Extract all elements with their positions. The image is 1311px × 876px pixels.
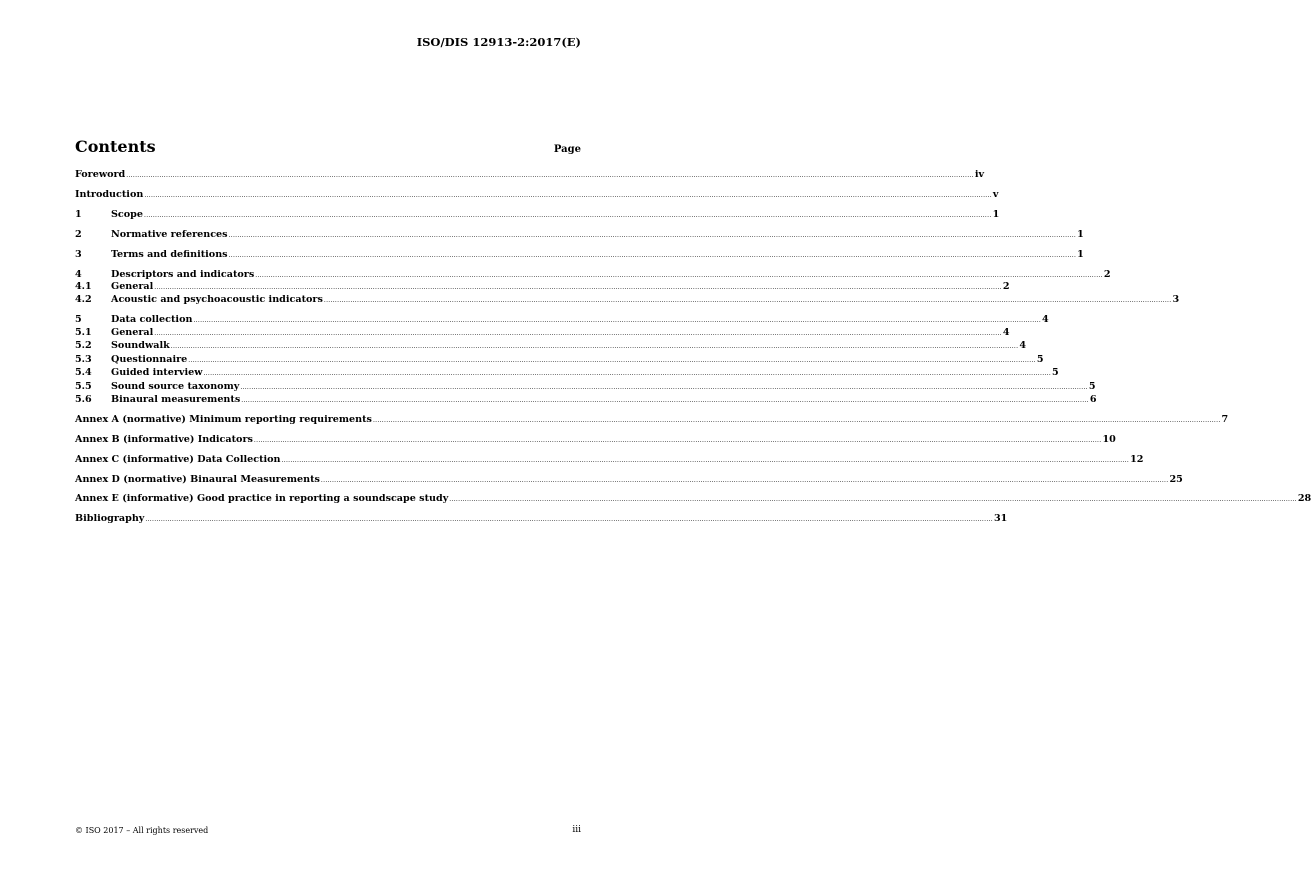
dot-leader: ................................................................................................................................................................................................................................................................................................................................................................................................ xyxy=(320,477,1169,484)
contents-title: Contents xyxy=(75,137,156,156)
dot-leader: ................................................................................................................................................................................................................................................................................................................................................................................................ xyxy=(126,172,974,179)
toc-entry-page: 4 xyxy=(1042,314,1049,325)
dot-leader: ................................................................................................................................................................................................................................................................................................................................................................................................ xyxy=(372,417,1221,424)
dot-leader: ................................................................................................................................................................................................................................................................................................................................................................................................ xyxy=(154,330,1002,337)
toc-entry-label: Annex B (informative) Indicators xyxy=(75,434,253,445)
toc-entry-annex-e[interactable] xyxy=(75,493,1311,505)
dot-leader: ................................................................................................................................................................................................................................................................................................................................................................................................ xyxy=(228,232,1077,239)
dot-leader: ................................................................................................................................................................................................................................................................................................................................................................................................ xyxy=(145,516,993,523)
toc-entry-page: 10 xyxy=(1102,434,1116,445)
toc-entry-label: Annex D (normative) Binaural Measurements xyxy=(75,474,320,485)
toc-entry-introduction[interactable] xyxy=(75,189,999,201)
toc-entry-page: 28 xyxy=(1297,493,1311,504)
toc-entry-label: Normative references xyxy=(111,229,228,240)
toc-entry-label: Foreword xyxy=(75,169,126,180)
toc-entry-page: 5 xyxy=(1088,381,1096,392)
toc-entry-5-2-soundwalk[interactable] xyxy=(75,340,1027,352)
toc-entry-page: 4 xyxy=(1002,327,1010,338)
toc-entry-page: 6 xyxy=(1089,394,1097,405)
toc-entry-page: 5 xyxy=(1052,367,1059,378)
toc-entry-label: Descriptors and indicators xyxy=(111,269,255,280)
toc-entry-number: 1 xyxy=(75,209,82,220)
toc-entry-label: Annex E (informative) Good practice in reporting a soundscape study xyxy=(75,493,449,504)
toc-entry-page: 1 xyxy=(1077,229,1084,240)
toc-entry-terms-and-definitions[interactable] xyxy=(75,249,1084,261)
toc-entry-number: 4.1 xyxy=(75,281,92,292)
toc-entry-4-2-acoustic-indicators[interactable] xyxy=(75,294,1180,306)
toc-entry-5-3-questionnaire[interactable] xyxy=(75,354,1044,366)
toc-entry-page: 1 xyxy=(992,209,1000,220)
toc-entry-page: 4 xyxy=(1019,340,1027,351)
page-number: iii xyxy=(572,825,581,835)
toc-entry-number: 2 xyxy=(75,229,82,240)
toc-entry-label: Sound source taxonomy xyxy=(111,381,240,392)
toc-entry-label: Scope xyxy=(111,209,143,220)
dot-leader: ................................................................................................................................................................................................................................................................................................................................................................................................ xyxy=(203,370,1052,377)
toc-entry-number: 4 xyxy=(75,269,82,280)
toc-entry-number: 4.2 xyxy=(75,294,92,305)
toc-entry-number: 5.6 xyxy=(75,394,92,405)
toc-entry-label: Binaural measurements xyxy=(111,394,241,405)
toc-entry-bibliography[interactable] xyxy=(75,513,1008,525)
toc-entry-page: v xyxy=(992,189,999,200)
toc-entry-number: 5.3 xyxy=(75,354,92,365)
toc-entry-page: iv xyxy=(974,169,985,180)
toc-entry-descriptors-and-indicators[interactable] xyxy=(75,269,1111,281)
page-column-label: Page xyxy=(553,144,581,155)
toc-entry-label: Data collection xyxy=(111,314,193,325)
toc-entry-label: Bibliography xyxy=(75,513,145,524)
toc-entry-label: Annex A (normative) Minimum reporting requirements xyxy=(75,414,372,425)
dot-leader: ................................................................................................................................................................................................................................................................................................................................................................................................ xyxy=(193,317,1042,324)
copyright-notice: © ISO 2017 – All rights reserved xyxy=(75,826,209,835)
contents-header xyxy=(75,137,581,156)
toc-entry-page: 1 xyxy=(1077,249,1084,260)
toc-entry-label: General xyxy=(111,327,154,338)
toc-entry-number: 3 xyxy=(75,249,82,260)
toc-entry-label: Acoustic and psychoacoustic indicators xyxy=(111,294,323,305)
toc-entry-scope[interactable] xyxy=(75,209,1000,221)
toc-entry-label: Terms and definitions xyxy=(111,249,228,260)
toc-entry-number: 5.1 xyxy=(75,327,92,338)
dot-leader: ................................................................................................................................................................................................................................................................................................................................................................................................ xyxy=(188,357,1036,364)
toc-entry-label: Guided interview xyxy=(111,367,203,378)
toc-entry-5-4-guided-interview[interactable] xyxy=(75,367,1059,379)
dot-leader: ................................................................................................................................................................................................................................................................................................................................................................................................ xyxy=(241,397,1089,404)
toc-entry-foreword[interactable] xyxy=(75,169,985,181)
toc-entry-data-collection[interactable] xyxy=(75,314,1049,326)
toc-entry-page: 7 xyxy=(1221,414,1229,425)
toc-entry-page: 12 xyxy=(1130,454,1144,465)
toc-entry-annex-c[interactable] xyxy=(75,454,1144,466)
toc-entry-number: 5.4 xyxy=(75,367,92,378)
toc-entry-annex-b[interactable] xyxy=(75,434,1116,446)
toc-entry-number: 5 xyxy=(75,314,82,325)
dot-leader: ................................................................................................................................................................................................................................................................................................................................................................................................ xyxy=(143,212,992,219)
toc-entry-label: Soundwalk xyxy=(111,340,170,351)
dot-leader: ................................................................................................................................................................................................................................................................................................................................................................................................ xyxy=(240,384,1088,391)
toc-entry-5-6-binaural-measurements[interactable] xyxy=(75,394,1097,406)
dot-leader: ................................................................................................................................................................................................................................................................................................................................................................................................ xyxy=(154,284,1002,291)
dot-leader: ................................................................................................................................................................................................................................................................................................................................................................................................ xyxy=(253,437,1102,444)
toc-entry-number: 5.5 xyxy=(75,381,92,392)
toc-entry-page: 25 xyxy=(1169,474,1183,485)
toc-entry-4-1-general[interactable] xyxy=(75,281,1010,293)
dot-leader: ................................................................................................................................................................................................................................................................................................................................................................................................ xyxy=(144,192,992,199)
toc-entry-label: Questionnaire xyxy=(111,354,188,365)
dot-leader: ................................................................................................................................................................................................................................................................................................................................................................................................ xyxy=(170,343,1019,350)
toc-entry-page: 31 xyxy=(993,513,1008,524)
dot-leader: ................................................................................................................................................................................................................................................................................................................................................................................................ xyxy=(255,272,1103,279)
toc-entry-page: 3 xyxy=(1172,294,1180,305)
dot-leader: ................................................................................................................................................................................................................................................................................................................................................................................................ xyxy=(323,297,1172,304)
document-id: ISO/DIS 12913-2:2017(E) xyxy=(416,35,581,49)
toc-entry-label: Introduction xyxy=(75,189,144,200)
toc-entry-normative-references[interactable] xyxy=(75,229,1084,241)
toc-entry-5-1-general[interactable] xyxy=(75,327,1010,339)
toc-entry-page: 2 xyxy=(1002,281,1010,292)
dot-leader: ................................................................................................................................................................................................................................................................................................................................................................................................ xyxy=(228,252,1077,259)
toc-entry-annex-d[interactable] xyxy=(75,474,1183,486)
toc-entry-page: 2 xyxy=(1103,269,1111,280)
dot-leader: ................................................................................................................................................................................................................................................................................................................................................................................................ xyxy=(449,496,1297,503)
toc-entry-5-5-sound-source-taxonomy[interactable] xyxy=(75,381,1096,393)
toc-entry-annex-a[interactable] xyxy=(75,414,1229,426)
toc-entry-label: Annex C (informative) Data Collection xyxy=(75,454,281,465)
dot-leader: ................................................................................................................................................................................................................................................................................................................................................................................................ xyxy=(281,457,1130,464)
toc-entry-page: 5 xyxy=(1036,354,1044,365)
toc-entry-label: General xyxy=(111,281,154,292)
toc-entry-number: 5.2 xyxy=(75,340,92,351)
